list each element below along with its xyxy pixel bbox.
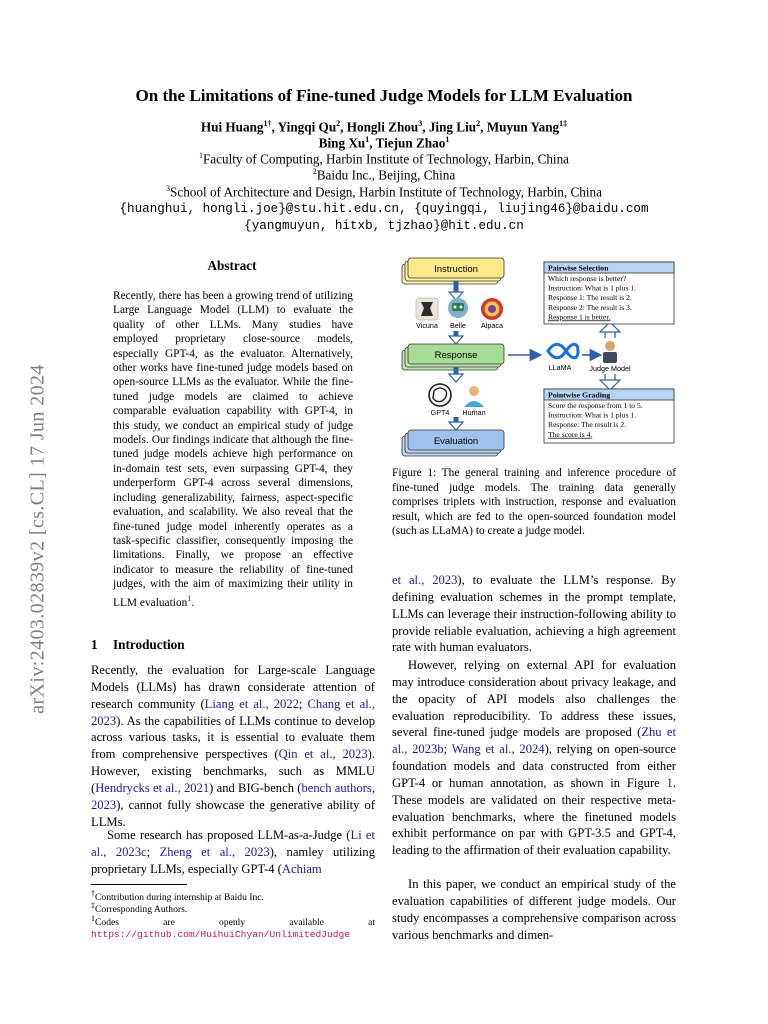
- authors-line-1: Hui Huang$^{1\dagger}$, Yingqi Qu$^2$, Hongli Zhou$^3$, Jing Liu$^2$, Muyun Yang$^{1\ddagger}$: [200, 119, 568, 135]
- instruction-box: [402, 258, 504, 284]
- section-heading-introduction: 1 Introduction: [91, 637, 185, 652]
- gpt4-label: GPT4: [430, 408, 450, 417]
- figure-box-line: Instruction: What is 1 plus 1.: [548, 283, 637, 293]
- figure-1-caption: Figure 1: The general training and inference procedure of fine-tuned judge models. The training data generally comprises triplets with instruction, response and evaluation result, which are fed to the open-sourced foundation model (such as LLaMA) to create a judge model.: [392, 467, 677, 538]
- response-box: [402, 344, 504, 370]
- instruction-label: Instruction: [434, 264, 478, 275]
- pointwise-grading-box: [544, 389, 674, 443]
- alpaca-label: Alpaca: [481, 321, 503, 330]
- pointwise-title: Pointwise Grading: [548, 390, 611, 400]
- belle-label: Belle: [450, 321, 466, 330]
- right-paragraph-3: In this paper, we conduct an empirical study of the evaluation capabilities of different judge models. Our study encompasses a comprehensive comparison across various benchmarks and dimen-: [392, 877, 676, 942]
- footnote-rule: [91, 884, 187, 885]
- affiliation-1: $^1$Faculty of Computing, Harbin Institute of Technology, Harbin, China: [198, 151, 570, 167]
- citation[interactable]: Wang et al., 2024: [451, 742, 545, 757]
- citation[interactable]: 2023: [91, 797, 117, 812]
- judge-model-icon: [603, 341, 617, 363]
- citation[interactable]: Chang et al., 2023: [91, 696, 375, 728]
- affiliation-2: $^2$Baidu Inc., Beijing, China: [312, 167, 456, 183]
- pairwise-selection-box: [544, 262, 674, 324]
- arxiv-id: arXiv:2403.02839v2 [cs.CL] 17 Jun 2024: [26, 364, 49, 714]
- figure-box-line: Which response is better?: [548, 274, 627, 283]
- llama-icon: [548, 344, 578, 358]
- affiliation-3: $^3$School of Architecture and Design, Harbin Institute of Technology, Harbin, China: [166, 184, 602, 200]
- footnote-3: $^1$Codes are openly available at https://github.com/HuihuiChyan/UnlimitedJudge: [91, 914, 375, 941]
- figure-1-diagram: [392, 254, 678, 460]
- intro-paragraph-2: Some research has proposed LLM-as-a-Judge (Li et al., 2023c; Zheng et al., 2023), namley utilizing proprietary LLMs, especially GPT-4 (Achiam: [91, 828, 376, 876]
- human-label: Human: [462, 408, 486, 417]
- evaluation-box: [402, 430, 504, 456]
- citation[interactable]: Li et al., 2023c: [91, 828, 375, 859]
- citation[interactable]: Hendrycks et al., 2021: [95, 780, 210, 795]
- response-label: Response: [434, 350, 478, 361]
- abstract-body: Recently, there has been a growing trend of utilizing Large Language Model (LLM) to evaluate the quality of other LLMs. Many studies have employed proprietary close-source models, especially GPT-4, as the evaluator. Alternatively, other works have fine-tuned judge models based on open-source LLMs as the evaluator. While the fine-tuned judge models are claimed to achieve comparable evaluation capability with GPT-4, in this study, we conduct an empirical study of judge models. Our findings indicate that although the fine-tuned judge models achieve high performance on in-domain test sets, even surpassing GPT-4, they underperform GPT-4 across several dimensions, including generalizability, fairness, aspect-specific evaluation, and scalability. We also reveal that the fine-tuned judge model inherently operates as a task-specific classifier, consequently imposing the limitations. Finally, we propose an effective indicator to measure the reliability of fine-tuned judges, with the aim of maximizing their utility in LLM evaluation$^1$.: [113, 290, 353, 609]
- authors-line-2: Bing Xu$^1$, Tiejun Zhao$^1$: [318, 135, 450, 151]
- citation[interactable]: Zhu et al., 2023b: [392, 725, 676, 757]
- belle-icon: [448, 298, 468, 318]
- citation[interactable]: Qin et al., 2023: [278, 747, 368, 762]
- footnote-2: ‡Corresponding Authors.: [91, 901, 188, 916]
- vicuna-label: Vicuna: [416, 321, 438, 330]
- alpaca-icon: [481, 298, 503, 320]
- abstract-heading: Abstract: [207, 258, 257, 273]
- figure-box-line: Response 2: The result is 3.: [548, 302, 632, 312]
- gpt4-icon: [429, 384, 451, 406]
- evaluation-label: Evaluation: [433, 436, 479, 447]
- figure-box-line: Instruction: What is 1 plus 1.: [548, 410, 637, 420]
- pairwise-title: Pairwise Selection: [548, 263, 609, 273]
- citation[interactable]: bench authors: [301, 780, 372, 795]
- llama-label: LLaMA: [548, 363, 572, 372]
- vicuna-icon: [416, 298, 438, 320]
- intro-paragraph-1: Recently, the evaluation for Large-scale Language Models (LLMs) has drawn considerate attention of research community (Liang et al., 2022; Chang et al., 2023). As the capabilities of LLMs continue to develop across various tasks, it is essential to evaluate them from comprehensive perspectives (Qin et al., 2023). However, existing benchmarks, such as MMLU (Hendrycks et al., 2021) and BIG-bench (bench authors, 2023), cannot fully showcase the generative ability of LLMs.: [91, 663, 375, 829]
- code-link[interactable]: https://github.com/HuihuiChyan/UnlimitedJudge: [91, 929, 351, 941]
- citation[interactable]: Achiam: [281, 861, 322, 876]
- email-line-1: {huanghui, hongli.joe}@stu.hit.edu.cn, {quyingqi, liujing46}@baidu.com: [119, 202, 649, 216]
- figure-box-line: Response 1 is better.: [548, 312, 611, 322]
- arxiv-stamp: [8, 322, 68, 756]
- figure-reference[interactable]: 1: [666, 775, 673, 790]
- right-paragraph-2: However, relying on external API for evaluation may introduce consideration about privacy leakage, and the opacity of API models also challenges the evaluation reproducibility. To address these issues, several fine-tuned judge models are proposed (Zhu et al., 2023b; Wang et al., 2024), relying on open-source foundation models and data constructed from either GPT-4 or human annotation, as shown in Figure 1. These models are validated on their respective meta-evaluation benchmarks, where the finetuned models exhibit performance on par with GPT-3.5 and GPT-4, leading to the affirmation of their evaluation capability.: [392, 658, 676, 858]
- figure-box-line: Score the response from 1 to 5.: [548, 401, 643, 410]
- footnote-1: †Contribution during internship at Baidu Inc.: [91, 889, 264, 904]
- citation[interactable]: Liang et al., 2022: [204, 696, 299, 711]
- citation[interactable]: Zheng et al., 2023: [159, 844, 270, 859]
- figure-box-line: The score is 4.: [548, 429, 593, 439]
- right-paragraph-1: et al., 2023), to evaluate the LLM’s response. By defining evaluation schemes in the prompt template, LLMs can leverage their instruction-following ability to provide reliable evaluation, achieving a high agreement rate with human evaluators.: [392, 573, 676, 655]
- figure-box-line: Response: The result is 2.: [548, 420, 627, 430]
- paper-title: On the Limitations of Fine-tuned Judge Models for LLM Evaluation: [135, 86, 633, 105]
- citation[interactable]: et al., 2023: [392, 573, 458, 587]
- judge-model-label: Judge Model: [589, 364, 631, 373]
- email-line-2: {yangmuyun, hitxb, tjzhao}@hit.edu.cn: [244, 219, 524, 233]
- figure-box-line: Response 1: The result is 2.: [548, 293, 632, 303]
- human-icon: [464, 386, 484, 407]
